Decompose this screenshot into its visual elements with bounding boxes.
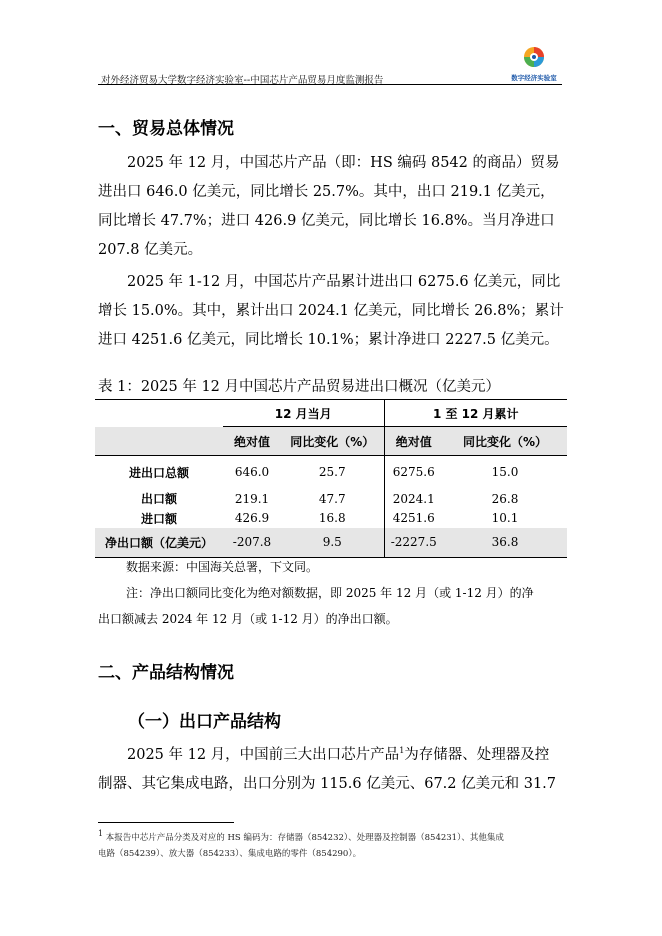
table-row [95,528,567,558]
row-label: 进出口总额 [128,465,189,480]
para2-line: 2025 年 1-12 月，中国芯片产品累计进出口 6275.6 亿美元，同比 [127,274,561,290]
group-header-month: 12 月当月 [223,400,384,427]
row-label: 净出口额（亿美元） [104,535,213,550]
para2-line: 进口 4251.6 亿美元，同比增长 10.1%；累计净进口 2227.5 亿美元。 [98,332,559,348]
section2-paragraph [98,736,562,799]
table-note [98,580,562,632]
table-cell: 16.8 [318,511,346,525]
table-row [95,456,567,489]
table-cell: -207.8 [232,535,272,550]
para1-line: 同比增长 47.7%；进口 426.9 亿美元，同比增长 16.8%。当月净进口 [98,213,555,229]
source-text: 数据来源：中国海关总署，下文同。 [126,560,319,574]
table-cell: 646.0 [234,465,270,480]
section2-line: 制器、其它集成电路，出口分别为 115.6 亿美元、67.2 亿美元和 31.7 [98,775,557,792]
table-cell: 4251.6 [384,509,443,528]
section2-text-a: 2025 年 12 月，中国前三大出口芯片产品 [127,746,400,763]
table-cell: 25.7 [318,465,346,480]
sub-header-cell: 绝对值 [384,427,443,456]
footnote-line [98,826,568,846]
section2-heading: 二、产品结构情况 [98,663,234,683]
section2-text-b: 为存储器、处理器及控 [404,746,550,763]
footnote-rule [98,822,234,823]
table-caption: 表 1：2025 年 12 月中国芯片产品贸易进出口概况（亿美元） [98,379,501,395]
footnote-reference[interactable]: 1 [399,746,405,755]
lab-logo [506,46,562,80]
header-title: 对外经济贸易大学数字经济实验室--中国芯片产品贸易月度监测报告 [101,75,384,86]
table-row [95,489,567,509]
table-source [98,554,562,580]
section1-paragraph-1 [98,149,562,265]
note-line: 注：净出口额同比变化为绝对额数据，即 2025 年 12 月（或 1-12 月）的净 [126,586,534,600]
table-cell: 36.8 [491,535,519,550]
table-cell: 219.1 [234,491,270,506]
trade-overview-table [95,399,567,558]
table-row [95,509,567,528]
table-cell: 47.7 [318,491,346,506]
footnote-text: 本报告中芯片产品分类及对应的 HS 编码为：存储器（854232）、处理器及控制器（854231）、其他集成 [105,832,504,843]
para2-line: 增长 15.0%。其中，累计出口 2024.1 亿美元，同比增长 26.8%；累计 [98,303,564,319]
lab-logo-icon [519,46,549,68]
row-label: 进口额 [140,511,177,526]
sub-header-cell: 同比变化（%） [290,434,375,449]
note-line: 出口额减去 2024 年 12 月（或 1-12 月）的净出口额。 [98,612,398,626]
lab-logo-text: 数字经济实验室 [511,74,557,82]
row-label: 出口额 [140,492,177,506]
table-cell: 9.5 [322,535,342,550]
table-cell: 6275.6 [384,456,443,489]
section1-paragraph-2 [98,268,562,355]
section1-heading: 一、贸易总体情况 [98,119,234,139]
sub-header-cell: 绝对值 [233,434,270,449]
table-cell: 426.9 [234,511,270,525]
sub-header-cell: 同比变化（%） [462,434,548,449]
para1-line: 进出口 646.0 亿美元，同比增长 25.7%。其中，出口 219.1 亿美元， [98,184,555,200]
section2-subheading: （一）出口产品结构 [128,712,281,732]
header-rule [98,84,562,85]
table-sub-header-row [95,427,567,456]
table-cell: -2227.5 [384,528,443,558]
page-header [98,46,562,86]
table-cell: 26.8 [491,491,519,506]
table-cell: 10.1 [491,511,519,525]
table-group-header-row [95,400,567,427]
group-header-cumulative: 1 至 12 月累计 [384,400,567,427]
footnote-line: 电路（854239）、放大器（854233）、集成电路的零件（854290）。 [98,848,362,859]
table-cell: 15.0 [491,465,519,480]
para1-line: 207.8 亿美元。 [98,242,203,258]
section2-line [98,736,562,770]
footnote [98,826,568,862]
table-cell: 2024.1 [384,489,443,509]
para1-line: 2025 年 12 月，中国芯片产品（即：HS 编码 8542 的商品）贸易 [127,155,560,171]
footnote-mark: 1 [98,829,104,838]
